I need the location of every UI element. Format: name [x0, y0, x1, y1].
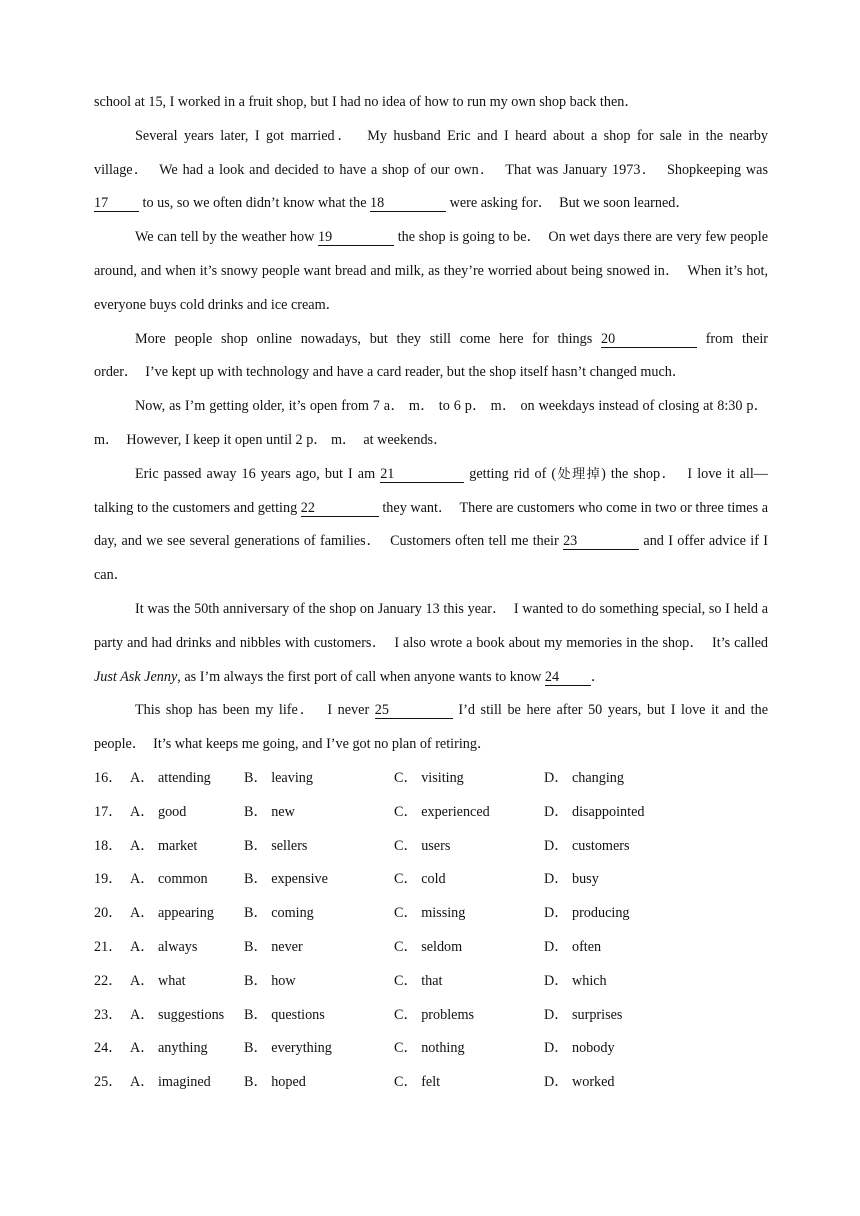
option-b: B． how — [244, 972, 296, 989]
question-number: 25． — [94, 1074, 123, 1091]
chinese-gloss: 处理掉 — [556, 466, 602, 482]
option-row — [94, 863, 768, 897]
question-number: 21． — [94, 938, 123, 955]
option-c: C． problems — [394, 1006, 474, 1023]
option-c: C． experienced — [394, 803, 490, 820]
option-d: D． worked — [544, 1074, 615, 1091]
question-number: 22． — [94, 972, 123, 989]
option-c: C． seldom — [394, 938, 463, 955]
answer-options — [94, 762, 768, 1100]
option-d: D． often — [544, 938, 602, 955]
option-d: D． which — [544, 972, 607, 989]
option-row — [94, 965, 768, 999]
option-row — [94, 1032, 768, 1066]
option-d: D． producing — [544, 905, 630, 922]
option-d: D． nobody — [544, 1040, 615, 1057]
book-title: Just Ask Jenny — [94, 668, 178, 685]
option-a: A． imagined — [130, 1074, 211, 1091]
option-a: A． attending — [130, 769, 211, 786]
option-b: B． new — [244, 803, 295, 820]
blank-21: 21 — [380, 466, 464, 483]
option-a: A． suggestions — [130, 1006, 225, 1023]
option-a: A． what — [130, 972, 186, 989]
option-row — [94, 999, 768, 1033]
option-row — [94, 1066, 768, 1100]
reading-passage — [94, 86, 768, 762]
option-b: B． sellers — [244, 837, 308, 854]
paragraph-5: Now, as I’m getting older, it’s open from 7 a． m． to 6 p． m． on weekdays instead of closing at 8:30 p． m． However, I keep it open until 2 p． m． at weekends． — [94, 398, 768, 448]
question-number: 19． — [94, 871, 123, 888]
question-number: 17． — [94, 803, 123, 820]
paragraph-7: It was the 50th anniversary of the shop on January 13 this year． I wanted to do something special, so I held a party and had drinks and nibbles with customers． I also wrote a book about my memories in the shop． It’s called Just Ask Jenny, as I’m always the first port of call when anyone wants to know 24 ． — [94, 600, 768, 685]
question-number: 23． — [94, 1006, 123, 1023]
option-a: A． appearing — [130, 905, 214, 922]
option-b: B． expensive — [244, 871, 328, 888]
document-page — [94, 86, 768, 1100]
option-row — [94, 830, 768, 864]
option-c: C． felt — [394, 1074, 441, 1091]
paragraph-8: This shop has been my life． I never 25 I’d still be here after 50 years, but I love it and the people． It’s what keeps me going, and I’ve got no plan of retiring． — [94, 702, 768, 753]
option-row — [94, 931, 768, 965]
option-a: A． good — [130, 803, 187, 820]
option-b: B． everything — [244, 1040, 332, 1057]
blank-23: 23 — [563, 533, 639, 550]
blank-20: 20 — [601, 331, 697, 348]
question-number: 20． — [94, 905, 123, 922]
paragraph-3: We can tell by the weather how 19 the shop is going to be． On wet days there are very few people around, and when it’s snowy people want bread and milk, as they’re worried about being snowed in． When it’s hot, everyone buys cold drinks and ice cream． — [94, 229, 768, 313]
option-d: D． surprises — [544, 1006, 623, 1023]
option-b: B． coming — [244, 905, 314, 922]
option-d: D． customers — [544, 837, 630, 854]
option-a: A． always — [130, 938, 198, 955]
option-b: B． never — [244, 938, 303, 955]
blank-17: 17 — [94, 195, 139, 212]
blank-19: 19 — [318, 229, 394, 246]
option-a: A． common — [130, 871, 208, 888]
blank-22: 22 — [301, 500, 379, 517]
option-d: D． disappointed — [544, 803, 645, 820]
option-row — [94, 796, 768, 830]
question-number: 16． — [94, 769, 123, 786]
option-d: D． changing — [544, 769, 624, 786]
question-number: 24． — [94, 1040, 123, 1057]
option-c: C． nothing — [394, 1040, 465, 1057]
option-b: B． hoped — [244, 1074, 306, 1091]
paragraph-6: Eric passed away 16 years ago, but I am 21 getting rid of (处理掉) the shop． I love it all—talking to the customers and getting 22 they want． There are customers who come in two or three times a day, and we see several generations of families． Customers often tell me their 23 and I offer advice if I can． — [94, 465, 769, 584]
blank-24: 24 — [545, 669, 591, 686]
option-b: B． questions — [244, 1006, 325, 1023]
option-c: C． users — [394, 837, 451, 854]
option-a: A． anything — [130, 1040, 208, 1057]
option-c: C． visiting — [394, 769, 464, 786]
paragraph-1: school at 15, I worked in a fruit shop, but I had no idea of how to run my own shop back then． — [94, 94, 639, 110]
option-row — [94, 897, 768, 931]
option-b: B． leaving — [244, 769, 313, 786]
blank-18: 18 — [370, 195, 446, 212]
option-c: C． cold — [394, 871, 446, 888]
paragraph-2: Several years later, I got married． My husband Eric and I heard about a shop for sale in the nearby village． We had a look and decided to have a shop of our own． That was January 1973． Shopkeeping was 17 to us, so we often didn’t know what the 18 were asking for． But we soon learned． — [94, 127, 768, 212]
option-row — [94, 762, 768, 796]
option-a: A． market — [130, 837, 198, 854]
option-d: D． busy — [544, 871, 599, 888]
option-c: C． that — [394, 972, 443, 989]
option-c: C． missing — [394, 905, 466, 922]
blank-25: 25 — [375, 702, 453, 719]
paragraph-4: More people shop online nowadays, but they still come here for things 20 from their order． I’ve kept up with technology and have a card reader, but the shop itself hasn’t changed much． — [94, 330, 768, 381]
question-number: 18． — [94, 837, 123, 854]
